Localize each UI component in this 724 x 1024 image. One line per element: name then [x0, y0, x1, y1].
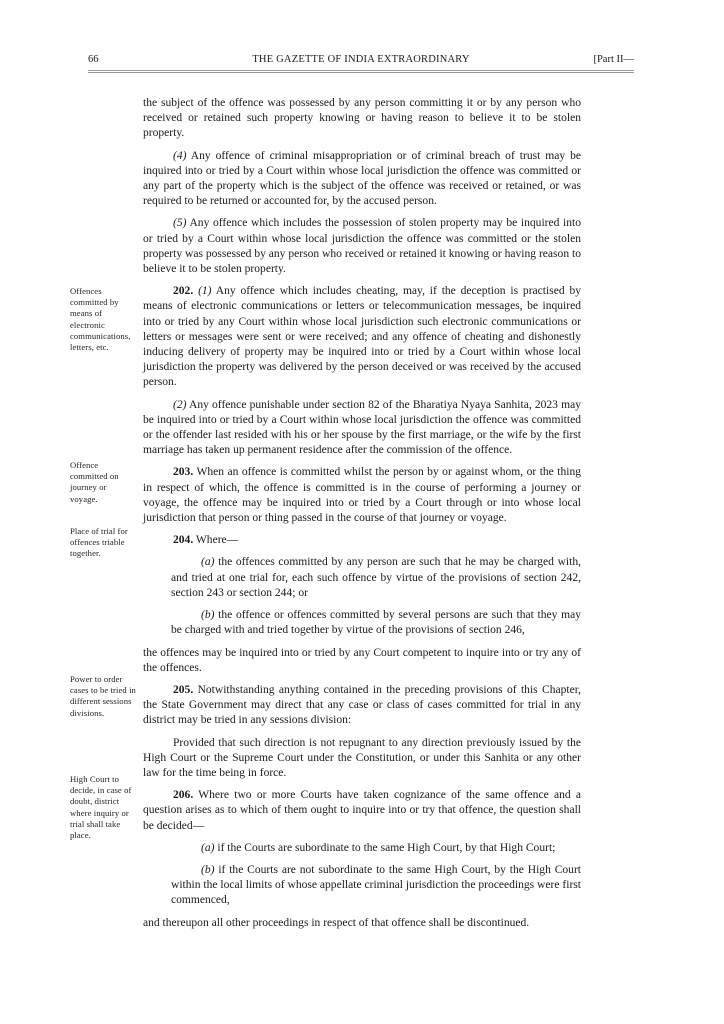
section-203	[143, 465, 581, 526]
subsection-number: (1)	[198, 285, 212, 298]
section-204	[143, 533, 581, 548]
clause-text: the offence or offences committed by several persons are such that they may be charged with and tried together by virtue of the provisions of section 246,	[171, 609, 581, 637]
margin-note-205: Power to order cases to be tried in different sessions divisions.	[70, 674, 136, 718]
clause-204-b	[143, 608, 581, 638]
part-label: [Part II—	[593, 54, 634, 65]
paragraph-continued: the subject of the offence was possessed by any person committing it or by any person who received or retained such property knowing or having reason to believe it to be stolen property.	[143, 97, 581, 140]
subsection-number: (4)	[173, 149, 187, 162]
clause-letter: (a)	[201, 556, 215, 569]
section-205	[143, 683, 581, 729]
page-number: 66	[88, 54, 99, 65]
section-text: Notwithstanding anything contained in the preceding provisions of this Chapter, the State Government may direct that any case or class of cases committed for trial in any district may be tried in any sessions division:	[143, 683, 581, 727]
section-202-2	[143, 398, 581, 459]
clause-text: the offences committed by any person are such that he may be charged with, and tried at one trial for, each such offence by virtue of the provisions of section 242, section 243 or section 244; or	[171, 556, 581, 599]
section-number: 204.	[173, 534, 194, 547]
section-text: Where two or more Courts have taken cognizance of the same offence and a question arises as to which of them ought to inquire into or try that offence, the question shall be decided—	[143, 789, 581, 832]
margin-note-204: Place of trial for offences triable together.	[70, 526, 128, 559]
section-206	[143, 788, 581, 834]
section-205-proviso: Provided that such direction is not repugnant to any direction previously issued by the High Court or the Supreme Court under the Constitution, or under this Sanhita or any other law for the time being in force.	[143, 736, 581, 779]
clause-text: if the Courts are subordinate to the same High Court, by that High Court;	[214, 841, 556, 854]
subsection-5	[143, 216, 581, 277]
clause-letter: (b)	[201, 609, 215, 622]
section-206-tail: and thereupon all other proceedings in respect of that offence shall be discontinued.	[143, 916, 530, 929]
header-rule	[88, 70, 634, 73]
clause-letter: (a)	[201, 841, 215, 854]
section-number: 203.	[173, 466, 194, 479]
section-number: 202.	[173, 285, 194, 298]
clause-letter: (b)	[201, 863, 215, 876]
section-204-tail: the offences may be inquired into or tried by any Court competent to inquire into or try any of the offences.	[143, 646, 581, 674]
subsection-text: Any offence of criminal misappropriation or of criminal breach of trust may be inquired into or tried by a Court within whose local jurisdiction the offence was committed or any part of the property which is the subject of the offence was received or retained, or was required to be returned or accounted for, by the accused person.	[143, 149, 581, 208]
body-text	[143, 96, 581, 938]
clause-text: if the Courts are not subordinate to the same High Court, by the High Court within the local limits of whose appellate criminal jurisdiction the proceedings were first commenced,	[171, 863, 581, 907]
margin-note-202: Offences committed by means of electronic communications, letters, etc.	[70, 286, 131, 353]
clause-204-a	[143, 555, 581, 601]
section-text: Any offence which includes cheating, may, if the deception is practised by means of electronic communications or letters or telecommunication messages, be inquired into or tried by any Court within whose local jurisdiction such electronic communications or letters or messages were sent or were received; and any offence of cheating and dishonestly inducing delivery of property may be inquired into or tried by a Court within whose local jurisdiction the property was delivered by the person deceived or was received by the accused person.	[143, 285, 581, 389]
section-text: When an offence is committed whilst the person by or against whom, or the thing in respect of which, the offence is committed is in the course of performing a journey or voyage, the offence may be inquired into or tried by a Court through or into whose local jurisdiction that person or thing passed in the course of that journey or voyage.	[143, 466, 581, 525]
section-202	[143, 284, 581, 390]
subsection-number: (5)	[173, 217, 187, 230]
margin-note-203: Offence committed on journey or voyage.	[70, 460, 119, 504]
subsection-number: (2)	[173, 398, 187, 411]
page-header	[88, 54, 634, 68]
clause-206-a	[143, 841, 581, 856]
margin-note-206: High Court to decide, in case of doubt, district where inquiry or trial shall take place.	[70, 774, 132, 841]
section-number: 206.	[173, 789, 194, 802]
subsection-text: Any offence punishable under section 82 of the Bharatiya Nyaya Sanhita, 2023 may be inquired into or tried by a Court within whose local jurisdiction the offence was committed or the offender last resided with his or her spouse by the first marriage, or the wife by the first marriage has taken up permanent residence after the commission of the offence.	[143, 398, 581, 457]
section-number: 205.	[173, 683, 194, 696]
section-text: Where—	[193, 534, 239, 547]
subsection-4	[143, 149, 581, 210]
clause-206-b	[143, 863, 581, 909]
gazette-title: THE GAZETTE OF INDIA EXTRAORDINARY	[252, 54, 470, 65]
subsection-text: Any offence which includes the possession of stolen property may be inquired into or tried by a Court within whose local jurisdiction the offence was committed or the stolen property was possessed by any person who received or retained it knowing or having reason to believe it to be stolen property.	[143, 217, 581, 276]
